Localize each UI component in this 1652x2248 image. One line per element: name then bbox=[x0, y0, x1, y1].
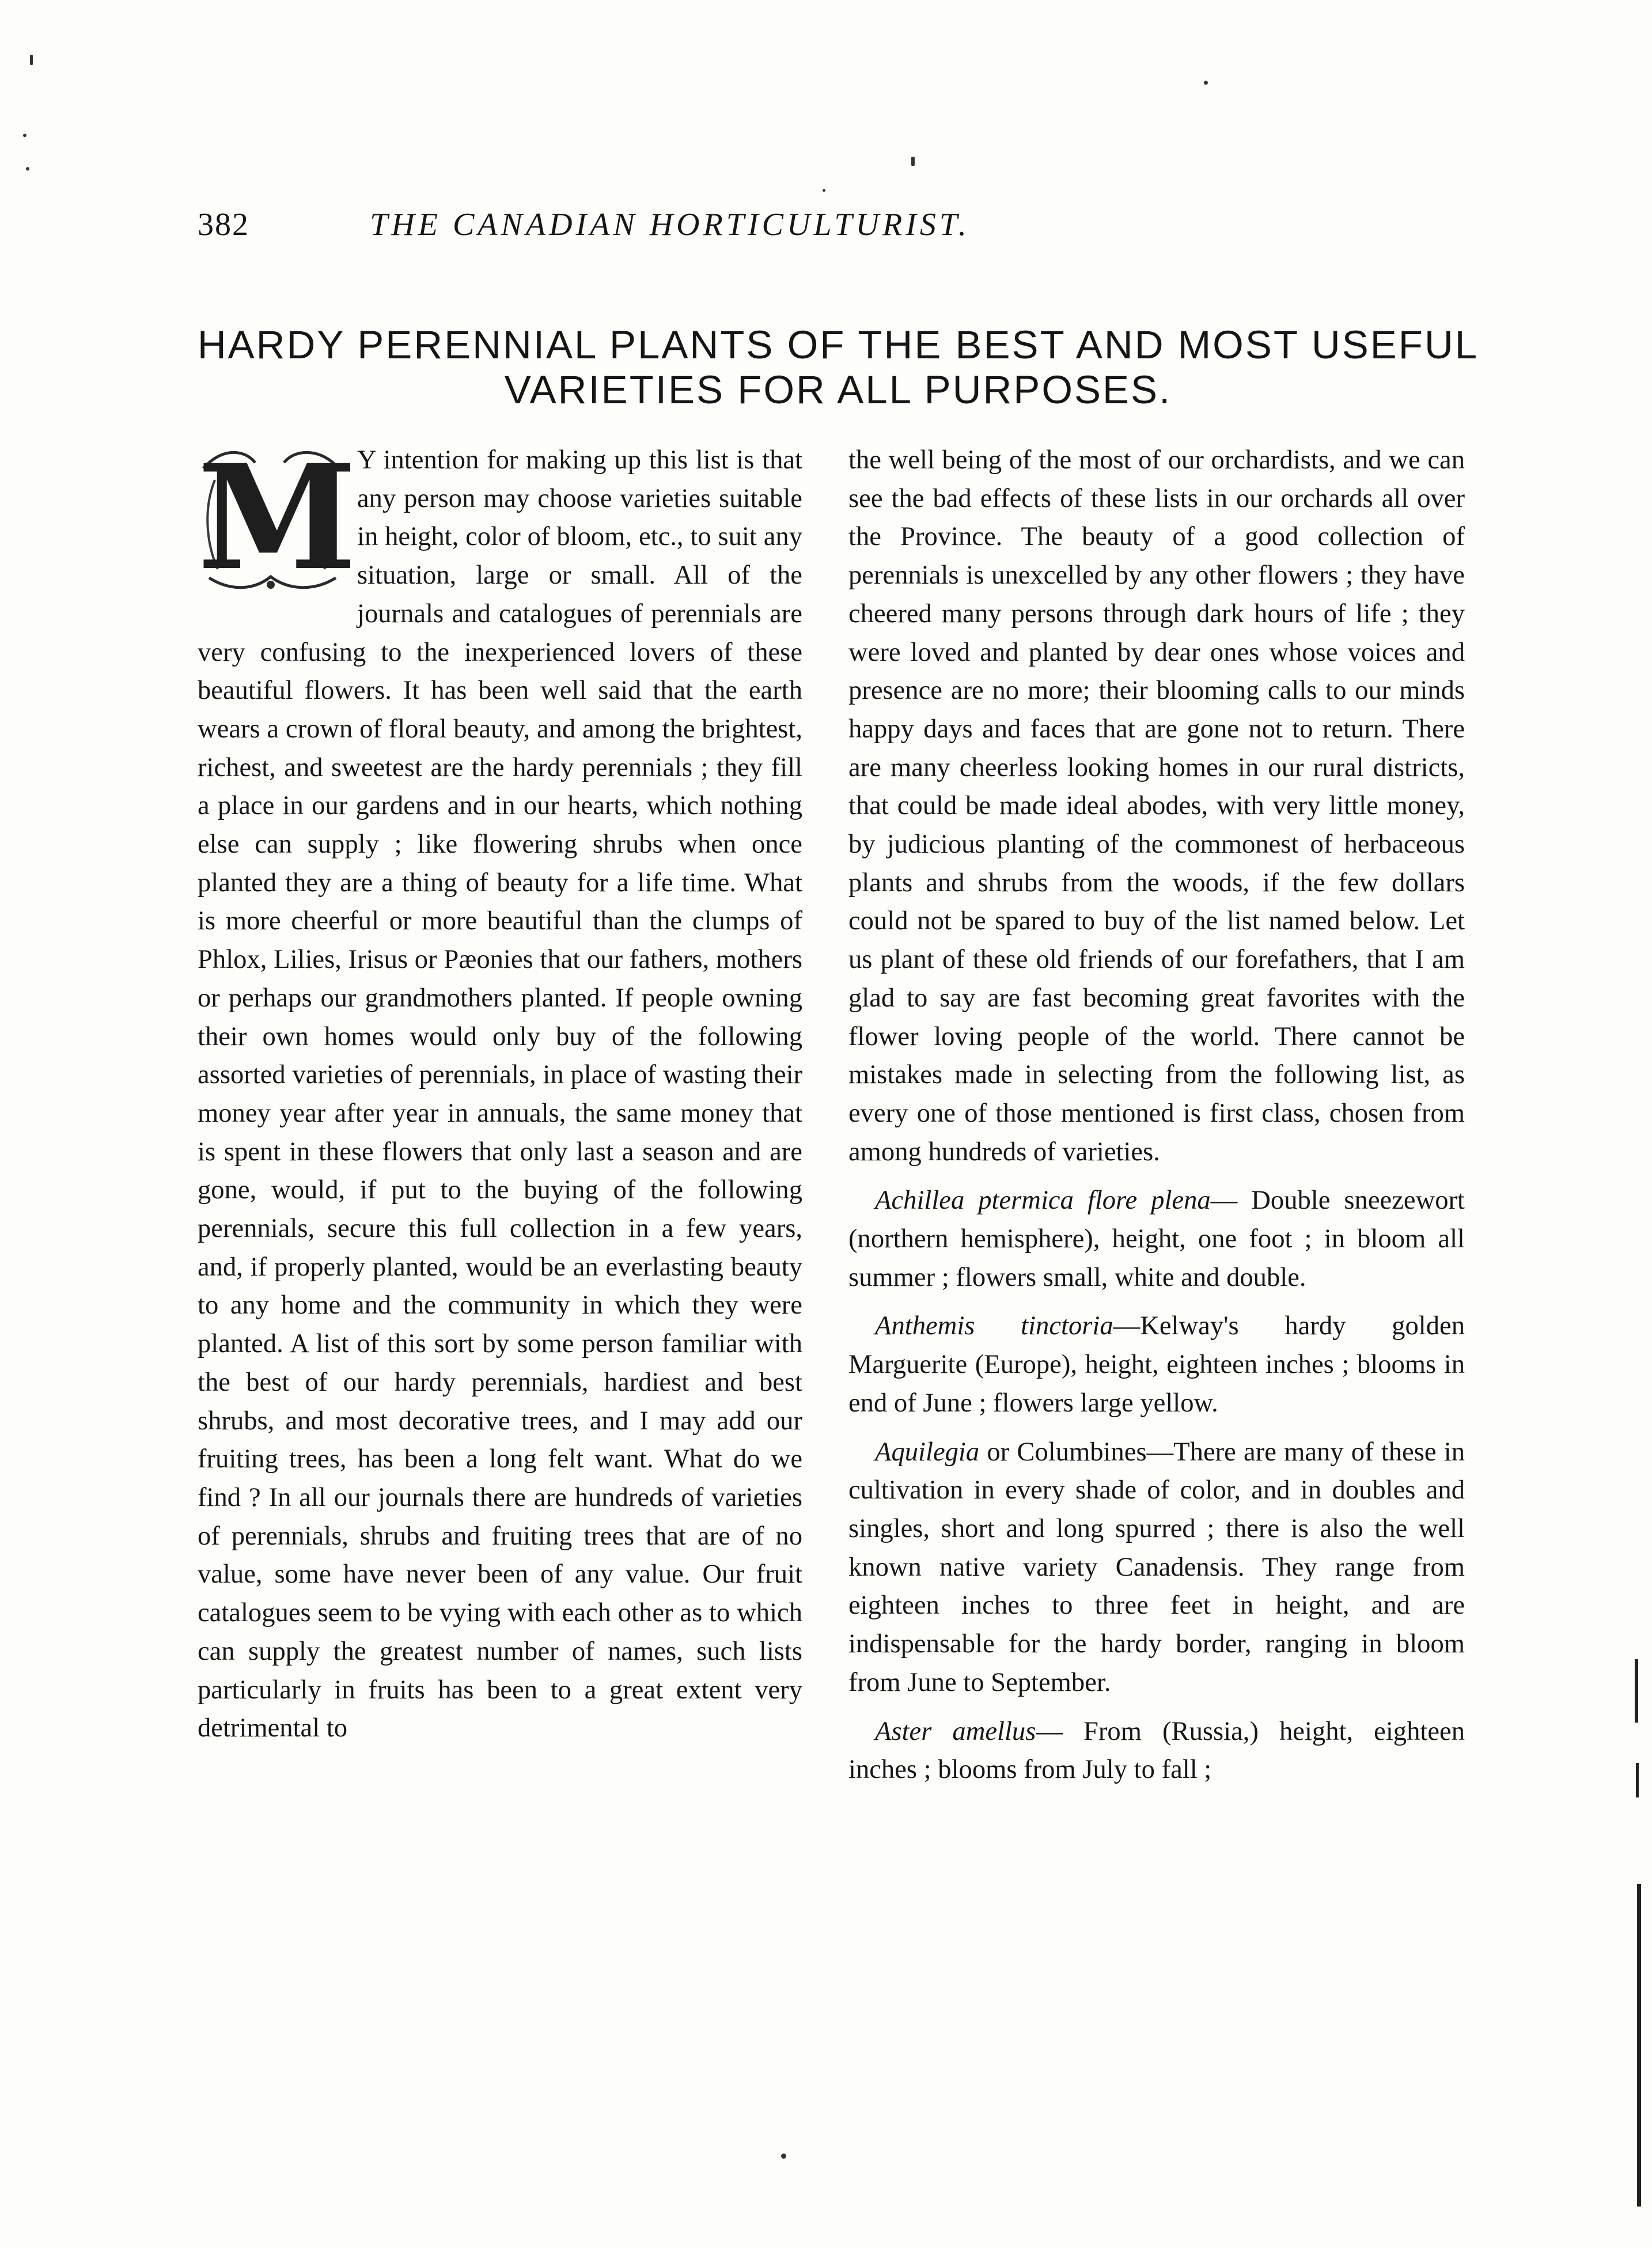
plant-name: Anthemis tinctoria bbox=[875, 1311, 1113, 1341]
drop-cap-letter: M bbox=[198, 433, 357, 602]
plant-description: — From (Russia,) height, eighteen inches ; blooms from July to fall ; bbox=[848, 1716, 1465, 1785]
right-column-intro: the well being of the most of our orchardists, and we can see the bad effects of these lists in our orchards all over the Province. The beauty of a good collection of perennials is unexcelled by any other flowers ; they have cheered many persons through dark hours of life ; they were loved and planted by dear ones whose voices and presence are no more; their blooming calls to our minds happy days and faces that are gone not to return. There are many cheerless looking homes in our rural districts, that could be made ideal abodes, with very little money, by judicious planting of the commonest of herbaceous plants and shrubs from the woods, if the few dollars could not be spared to buy of the list named below. Let us plant of these old friends of our forefathers, that I am glad to say are fast becoming great favorites with the flower loving people of the world. There cannot be mistakes made in selecting from the following list, as every one of those mentioned is first class, chosen from among hundreds of varieties. bbox=[848, 445, 1465, 1167]
scan-speck bbox=[26, 167, 29, 171]
page-number: 382 bbox=[198, 207, 249, 243]
article-title-line-2: VARIETIES FOR ALL PURPOSES. bbox=[504, 368, 1172, 412]
left-column bbox=[198, 433, 802, 1747]
margin-scan-line bbox=[1635, 1659, 1638, 1723]
plant-entry-achillea bbox=[848, 1181, 1465, 1296]
plant-name: Achillea ptermica flore plena bbox=[875, 1185, 1211, 1216]
margin-scan-line bbox=[1636, 1763, 1639, 1797]
plant-name: Aquilegia bbox=[875, 1436, 980, 1467]
scan-speck bbox=[23, 134, 26, 137]
ornamental-drop-cap bbox=[198, 433, 357, 602]
plant-description: —Kelway's hardy golden Marguerite (Europe), height, eighteen inches ; blooms in end of June ; flowers large yellow. bbox=[848, 1311, 1465, 1418]
scan-speck bbox=[30, 55, 33, 65]
scan-speck bbox=[781, 2154, 786, 2159]
running-title: THE CANADIAN HORTICULTURIST. bbox=[370, 207, 970, 243]
plant-name: Aster amellus bbox=[875, 1716, 1036, 1746]
scan-speck bbox=[1204, 81, 1208, 85]
plant-entry-aquilegia bbox=[848, 1433, 1465, 1702]
page-header bbox=[198, 206, 1142, 258]
article-title-line-1: HARDY PERENNIAL PLANTS OF THE BEST AND MOST USEFUL bbox=[197, 323, 1479, 367]
scan-speck bbox=[823, 189, 825, 192]
plant-description: or Columbines—There are many of these in cultivation in every shade of color, and in doubles and singles, short and long spurred ; there is also the well known native variety Canadensis. They range from eighteen inches to three feet in height, and are indispensable for the hardy border, ranging in bloom from June to September. bbox=[848, 1436, 1465, 1697]
article-title bbox=[196, 323, 1480, 412]
scan-speck bbox=[911, 157, 915, 166]
margin-scan-line bbox=[1637, 1884, 1641, 2207]
plant-entry-aster bbox=[848, 1712, 1465, 1789]
plant-description: — Double sneezewort (northern hemisphere), height, one foot ; in bloom all summer ; flowers small, white and double. bbox=[848, 1185, 1465, 1292]
left-column-paragraph: Y intention for making up this list is that any person may choose varieties suitable in height, color of bloom, etc., to suit any situation, large or small. All of the journals and catalogues of perennials are very confusing to the inexperienced lovers of these beautiful flowers. It has been well said that the earth wears a crown of floral beauty, and among the brightest, richest, and sweetest are the hardy perennials ; they fill a place in our gardens and in our hearts, which nothing else can supply ; like flowering shrubs when once planted they are a thing of beauty for a life time. What is more cheerful or more beautiful than the clumps of Phlox, Lilies, Irisus or Pæonies that our fathers, mothers or perhaps our grandmothers planted. If people owning their own homes would only buy of the following assorted varieties of perennials, in place of wasting their money year after year in annuals, the same money that is spent in these flowers that only last a season and are gone, would, if put to the buying of the following perennials, secure this full collection in a few years, and, if properly planted, would be an everlasting beauty to any home and the community in which they were planted. A list of this sort by some person familiar with the best of our hardy perennials, hardiest and best shrubs, and most decorative trees, and I may add our fruiting trees, has been a long felt want. What do we find ? In all our journals there are hundreds of varieties of perennials, shrubs and fruiting trees that are of no value, some have never been of any value. Our fruit catalogues seem to be vying with each other as to which can supply the greatest number of names, such lists particularly in fruits has been to a great extent very detrimental to bbox=[198, 445, 802, 1743]
right-column bbox=[848, 441, 1465, 1789]
plant-entry-anthemis bbox=[848, 1307, 1465, 1422]
